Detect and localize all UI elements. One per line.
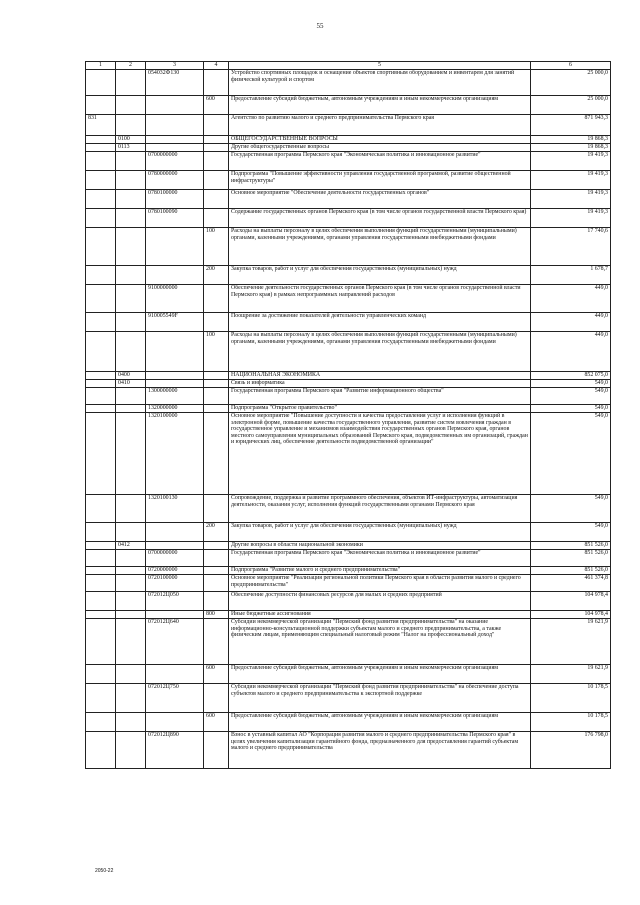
amount: 19 419,3	[531, 152, 611, 171]
target-article	[146, 542, 204, 550]
target-article: 910005549F	[146, 313, 204, 332]
description: Расходы на выплаты персоналу в целях обеспечения выполнения функций государственными (муниципальными) органами, казенными учреждениями, органами управления государственными внебюджетными фондами	[229, 228, 531, 266]
target-article: 0700000000	[146, 550, 204, 567]
amount: 104 978,4	[531, 592, 611, 611]
target-article	[146, 380, 204, 388]
subsection-code	[116, 713, 146, 732]
target-article: 9100000000	[146, 285, 204, 313]
target-article: 072012Ц640	[146, 619, 204, 665]
section-code	[86, 136, 116, 144]
amount: 461 374,8	[531, 575, 611, 592]
description: Связь и информатика	[229, 380, 531, 388]
amount: 19 621,9	[531, 665, 611, 684]
target-article	[146, 611, 204, 619]
description: Закупка товаров, работ и услуг для обеспечения государственных (муниципальных) нужд	[229, 266, 531, 285]
table-row	[86, 70, 611, 96]
document-code: 2050-22	[95, 868, 114, 874]
section-code	[86, 313, 116, 332]
expense-type	[204, 684, 229, 713]
table-row	[86, 732, 611, 769]
expense-type	[204, 567, 229, 575]
description: Предоставление субсидий бюджетным, автономным учреждениям и иным некоммерческим организациям	[229, 96, 531, 115]
subsection-code	[116, 550, 146, 567]
header-col-3: 3	[146, 62, 204, 70]
section-code	[86, 70, 116, 96]
section-code	[86, 732, 116, 769]
target-article: 0780100090	[146, 209, 204, 228]
target-article	[146, 523, 204, 542]
section-code	[86, 405, 116, 413]
section-code	[86, 523, 116, 542]
subsection-code	[116, 523, 146, 542]
subsection-code	[116, 592, 146, 611]
description: Основное мероприятие "Обеспечение деятельности государственных органов"	[229, 190, 531, 209]
amount: 549,0	[531, 495, 611, 523]
description: Другие вопросы в области национальной экономики	[229, 542, 531, 550]
section-code: 831	[86, 115, 116, 136]
amount: 1 678,7	[531, 266, 611, 285]
expense-type: 600	[204, 665, 229, 684]
expense-type: 100	[204, 228, 229, 266]
section-code	[86, 542, 116, 550]
subsection-code: 0410	[116, 380, 146, 388]
section-code	[86, 332, 116, 372]
table-row	[86, 684, 611, 713]
target-article: 1320100130	[146, 495, 204, 523]
table-body	[86, 70, 611, 769]
description: Взнос в уставный капитал АО "Корпорация развития малого и среднего предпринимательства Пермского края" в целях увеличения капитализации гарантийного фонда, предназначенного для предоставления гарантий субъектам малого и среднего предпринимательства	[229, 732, 531, 769]
section-code	[86, 495, 116, 523]
expense-type	[204, 388, 229, 405]
description: Субсидии некоммерческой организации "Пермский фонд развития предпринимательства" на обеспечение доступа субъектов малого и среднего предпринимательства к экспортной поддержке	[229, 684, 531, 713]
target-article: 1320100000	[146, 413, 204, 495]
section-code	[86, 550, 116, 567]
target-article	[146, 665, 204, 684]
section-code	[86, 592, 116, 611]
expense-type: 100	[204, 332, 229, 372]
subsection-code	[116, 171, 146, 190]
table-row	[86, 405, 611, 413]
amount: 549,0	[531, 380, 611, 388]
target-article: 072012Ц750	[146, 684, 204, 713]
subsection-code	[116, 575, 146, 592]
table-row	[86, 96, 611, 115]
table-row	[86, 619, 611, 665]
table-row	[86, 413, 611, 495]
description: Государственная программа Пермского края "Экономическая политика и инновационное развитие"	[229, 550, 531, 567]
expense-type	[204, 495, 229, 523]
expense-type	[204, 732, 229, 769]
target-article	[146, 372, 204, 380]
description: Сопровождение, поддержка и развитие программного обеспечения, объектов ИТ-инфраструктуры, автоматизация деятельности, оказания услуг, исполнения функций государственными органами Пермского края	[229, 495, 531, 523]
description: Основное мероприятие "Реализация региональной политики Пермского края в области развития малого и среднего предпринимательства"	[229, 575, 531, 592]
target-article: 0780000000	[146, 171, 204, 190]
table-row	[86, 171, 611, 190]
section-code	[86, 285, 116, 313]
table-row	[86, 144, 611, 152]
target-article: 0780100000	[146, 190, 204, 209]
description: Обеспечение деятельности государственных органов Пермского края (в том числе органов государственной власти Пермского края) в рамках непрограммных направлений расходов	[229, 285, 531, 313]
expense-type	[204, 313, 229, 332]
section-code	[86, 96, 116, 115]
table-row	[86, 523, 611, 542]
subsection-code	[116, 611, 146, 619]
table-row	[86, 152, 611, 171]
description: Предоставление субсидий бюджетным, автономным учреждениям и иным некоммерческим организациям	[229, 665, 531, 684]
section-code	[86, 152, 116, 171]
expense-type	[204, 592, 229, 611]
target-article	[146, 228, 204, 266]
target-article: 0720100000	[146, 575, 204, 592]
expense-type	[204, 190, 229, 209]
amount: 851 526,0	[531, 550, 611, 567]
amount: 449,0	[531, 332, 611, 372]
amount: 549,0	[531, 413, 611, 495]
target-article: 072012Ц050	[146, 592, 204, 611]
section-code	[86, 611, 116, 619]
budget-table	[85, 61, 611, 769]
description: Расходы на выплаты персоналу в целях обеспечения выполнения функций государственными (муниципальными) органами, казенными учреждениями, органами управления государственными внебюджетными фондами	[229, 332, 531, 372]
amount: 25 000,0	[531, 70, 611, 96]
subsection-code	[116, 313, 146, 332]
subsection-code: 0100	[116, 136, 146, 144]
table-row	[86, 380, 611, 388]
expense-type	[204, 285, 229, 313]
target-article: 054032Ф130	[146, 70, 204, 96]
amount: 851 526,0	[531, 567, 611, 575]
subsection-code	[116, 266, 146, 285]
description: ОБЩЕГОСУДАРСТВЕННЫЕ ВОПРОСЫ	[229, 136, 531, 144]
section-code	[86, 665, 116, 684]
table-row	[86, 332, 611, 372]
table-row	[86, 388, 611, 405]
section-code	[86, 266, 116, 285]
subsection-code	[116, 285, 146, 313]
amount: 25 000,0	[531, 96, 611, 115]
table-header	[86, 62, 611, 70]
description: НАЦИОНАЛЬНАЯ ЭКОНОМИКА	[229, 372, 531, 380]
subsection-code: 0113	[116, 144, 146, 152]
description: Подпрограмма "Повышение эффективности управления государственной программой, развитие общественной инфраструктуры"	[229, 171, 531, 190]
amount: 19 868,3	[531, 136, 611, 144]
expense-type	[204, 575, 229, 592]
subsection-code	[116, 567, 146, 575]
target-article	[146, 713, 204, 732]
expense-type	[204, 619, 229, 665]
subsection-code	[116, 96, 146, 115]
description: Закупка товаров, работ и услуг для обеспечения государственных (муниципальных) нужд	[229, 523, 531, 542]
section-code	[86, 575, 116, 592]
expense-type: 200	[204, 266, 229, 285]
description: Предоставление субсидий бюджетным, автономным учреждениям и иным некоммерческим организациям	[229, 713, 531, 732]
target-article: 0720000000	[146, 567, 204, 575]
section-code	[86, 171, 116, 190]
expense-type	[204, 542, 229, 550]
amount: 19 419,3	[531, 209, 611, 228]
header-col-2: 2	[116, 62, 146, 70]
table-row	[86, 228, 611, 266]
amount: 852 075,0	[531, 372, 611, 380]
section-code	[86, 144, 116, 152]
amount: 19 419,3	[531, 190, 611, 209]
description: Подпрограмма "Открытое правительство"	[229, 405, 531, 413]
section-code	[86, 413, 116, 495]
expense-type	[204, 152, 229, 171]
section-code	[86, 190, 116, 209]
subsection-code	[116, 684, 146, 713]
header-col-1: 1	[86, 62, 116, 70]
table-row	[86, 592, 611, 611]
target-article	[146, 266, 204, 285]
amount: 19 419,3	[531, 171, 611, 190]
description: Государственная программа Пермского края "Развитие информационного общества"	[229, 388, 531, 405]
table-row	[86, 495, 611, 523]
subsection-code	[116, 332, 146, 372]
expense-type: 200	[204, 523, 229, 542]
expense-type	[204, 550, 229, 567]
description: Обеспечение доступности финансовых ресурсов для малых и средних предприятий	[229, 592, 531, 611]
amount: 10 178,5	[531, 684, 611, 713]
header-col-6: 6	[531, 62, 611, 70]
expense-type	[204, 70, 229, 96]
section-code	[86, 619, 116, 665]
expense-type	[204, 405, 229, 413]
target-article	[146, 136, 204, 144]
section-code	[86, 209, 116, 228]
table-row	[86, 713, 611, 732]
subsection-code	[116, 190, 146, 209]
target-article	[146, 144, 204, 152]
subsection-code	[116, 209, 146, 228]
description: Иные бюджетные ассигнования	[229, 611, 531, 619]
description: Устройство спортивных площадок и оснащение объектов спортивным оборудованием и инвентарем для занятий физической культурой и спортом	[229, 70, 531, 96]
expense-type: 800	[204, 611, 229, 619]
header-col-4: 4	[204, 62, 229, 70]
page-number: 55	[316, 22, 324, 30]
amount: 549,0	[531, 405, 611, 413]
table-row	[86, 575, 611, 592]
amount: 19 868,3	[531, 144, 611, 152]
target-article	[146, 332, 204, 372]
description: Субсидии некоммерческой организации "Пермский фонд развития предпринимательства" на оказание информационно-консультационной поддержки субъектам малого и среднего предпринимательства, а также физическим лицам, применяющим специальный налоговый режим "Налог на профессиональный доход"	[229, 619, 531, 665]
expense-type	[204, 413, 229, 495]
section-code	[86, 713, 116, 732]
expense-type	[204, 144, 229, 152]
description: Агентство по развитию малого и среднего предпринимательства Пермского края	[229, 115, 531, 136]
table-row	[86, 285, 611, 313]
section-code	[86, 228, 116, 266]
amount: 549,0	[531, 523, 611, 542]
subsection-code	[116, 152, 146, 171]
expense-type	[204, 171, 229, 190]
table-row	[86, 550, 611, 567]
subsection-code	[116, 413, 146, 495]
expense-type	[204, 372, 229, 380]
description: Поощрение за достижение показателей деятельности управленческих команд	[229, 313, 531, 332]
table-row	[86, 209, 611, 228]
amount: 851 526,0	[531, 542, 611, 550]
subsection-code	[116, 70, 146, 96]
description: Государственная программа Пермского края "Экономическая политика и инновационное развитие"	[229, 152, 531, 171]
amount: 449,0	[531, 285, 611, 313]
section-code	[86, 372, 116, 380]
subsection-code: 0400	[116, 372, 146, 380]
table-row	[86, 665, 611, 684]
table-row	[86, 190, 611, 209]
expense-type	[204, 209, 229, 228]
subsection-code: 0412	[116, 542, 146, 550]
section-code	[86, 388, 116, 405]
table-row	[86, 542, 611, 550]
section-code	[86, 684, 116, 713]
section-code	[86, 567, 116, 575]
amount: 19 621,9	[531, 619, 611, 665]
amount: 176 798,0	[531, 732, 611, 769]
subsection-code	[116, 115, 146, 136]
table-row	[86, 313, 611, 332]
amount: 104 978,4	[531, 611, 611, 619]
expense-type	[204, 136, 229, 144]
table-row	[86, 115, 611, 136]
expense-type	[204, 115, 229, 136]
subsection-code	[116, 665, 146, 684]
amount: 871 943,3	[531, 115, 611, 136]
header-col-5: 5	[229, 62, 531, 70]
section-code	[86, 380, 116, 388]
table-row	[86, 136, 611, 144]
target-article: 1320000000	[146, 405, 204, 413]
description: Основное мероприятие "Повышение доступности и качества предоставления услуг и исполнения функций в электронной форме, повышение качества государственного управления, развитие систем вовлечения граждан в государственное управление и механизмов взаимодействия государственных органов Пермского края, органов местного самоуправления муниципальных образований Пермского края, подведомственных им организаций, граждан и юридических лиц, обеспечение деятельности подведомственной организации"	[229, 413, 531, 495]
expense-type	[204, 380, 229, 388]
table-row	[86, 372, 611, 380]
subsection-code	[116, 495, 146, 523]
amount: 449,0	[531, 313, 611, 332]
description: Подпрограмма "Развитие малого и среднего предпринимательства"	[229, 567, 531, 575]
amount: 17 740,6	[531, 228, 611, 266]
target-article	[146, 115, 204, 136]
subsection-code	[116, 388, 146, 405]
amount: 549,0	[531, 388, 611, 405]
target-article: 1300000000	[146, 388, 204, 405]
table-row	[86, 611, 611, 619]
expense-type: 600	[204, 96, 229, 115]
target-article	[146, 96, 204, 115]
subsection-code	[116, 732, 146, 769]
description: Содержание государственных органов Пермского края (в том числе органов государственной власти Пермского края)	[229, 209, 531, 228]
subsection-code	[116, 619, 146, 665]
table-row	[86, 567, 611, 575]
target-article: 0700000000	[146, 152, 204, 171]
description: Другие общегосударственные вопросы	[229, 144, 531, 152]
amount: 10 178,5	[531, 713, 611, 732]
expense-type: 600	[204, 713, 229, 732]
target-article: 072012Ц890	[146, 732, 204, 769]
subsection-code	[116, 405, 146, 413]
table-row	[86, 266, 611, 285]
header-row	[86, 62, 611, 70]
subsection-code	[116, 228, 146, 266]
